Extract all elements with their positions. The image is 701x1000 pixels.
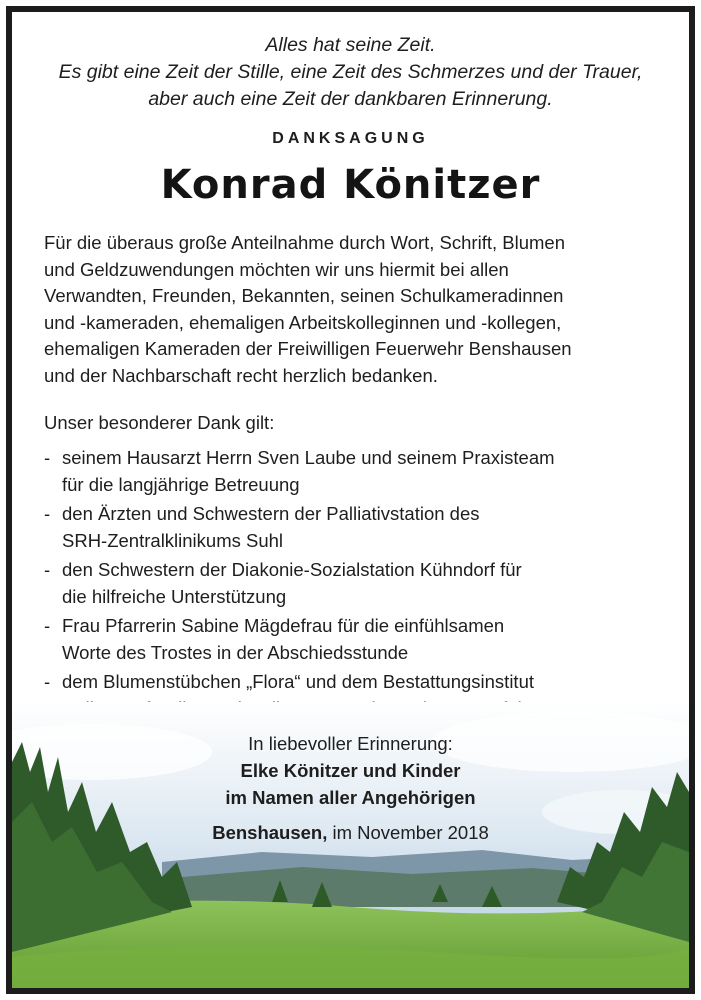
paragraph-line: und der Nachbarschaft recht herzlich bedanken.	[44, 364, 438, 386]
thanks-intro: Unser besonderer Dank gilt:	[44, 412, 275, 433]
list-dash: -	[44, 559, 51, 580]
list-item-line: Worte des Trostes in der Abschiedsstunde	[62, 642, 409, 663]
obituary-notice	[6, 6, 695, 994]
list-item-line: Frau Pfarrerin Sabine Mägdefrau für die einfühlsamen	[62, 615, 505, 636]
list-item	[44, 500, 674, 554]
family-relatives: im Namen aller Angehörigen	[225, 787, 476, 808]
list-dash: -	[44, 503, 51, 524]
place-name: Benshausen,	[212, 822, 328, 843]
motto	[12, 32, 689, 113]
list-item	[44, 444, 674, 498]
paragraph-line: ehemaligen Kameraden der Freiwilligen Feuerwehr Benshausen	[44, 338, 572, 359]
signoff	[12, 730, 689, 846]
list-item-line: den Ärzten und Schwestern der Palliativstation des	[62, 503, 480, 524]
motto-line: Alles hat seine Zeit.	[265, 34, 436, 56]
paragraph-line: Verwandten, Freunden, Bekannten, seinen Schulkameradinnen	[44, 285, 564, 306]
list-item-line: SRH-Zentralklinikums Suhl	[62, 530, 284, 551]
list-dash: -	[44, 615, 51, 636]
list-item	[44, 612, 674, 666]
signoff-intro: In liebevoller Erinnerung:	[248, 733, 453, 754]
family-name: Elke Könitzer und Kinder	[240, 760, 461, 781]
thanks-list	[44, 444, 674, 724]
deceased-name: Konrad Könitzer	[160, 162, 541, 208]
paragraph-line: und Geldzuwendungen möchten wir uns hiermit bei allen	[44, 258, 509, 280]
notice-heading: DANKSAGUNG	[272, 130, 429, 147]
thanks-paragraph	[44, 230, 656, 389]
list-item-line: für die langjährige Betreuung	[62, 474, 300, 495]
motto-line: aber auch eine Zeit der dankbaren Erinnerung.	[148, 88, 553, 110]
paragraph-line: und -kameraden, ehemaligen Arbeitskolleginnen und -kollegen,	[44, 311, 562, 333]
list-item-line: dem Blumenstübchen „Flora“ und dem Bestattungsinstitut	[62, 671, 534, 692]
list-dash: -	[44, 447, 51, 468]
notice-date: im November 2018	[327, 822, 489, 843]
list-item	[44, 556, 674, 610]
paragraph-line: Für die überaus große Anteilnahme durch Wort, Schrift, Blumen	[44, 232, 565, 253]
list-dash: -	[44, 671, 51, 692]
motto-line: Es gibt eine Zeit der Stille, eine Zeit des Schmerzes und der Trauer,	[58, 61, 643, 83]
list-item-line: den Schwestern der Diakonie-Sozialstation Kühndorf für	[62, 559, 522, 580]
place-date	[12, 819, 689, 846]
list-item-line: die hilfreiche Unterstützung	[62, 586, 287, 607]
list-item-line: seinem Hausarzt Herrn Sven Laube und seinem Praxisteam	[62, 447, 555, 468]
